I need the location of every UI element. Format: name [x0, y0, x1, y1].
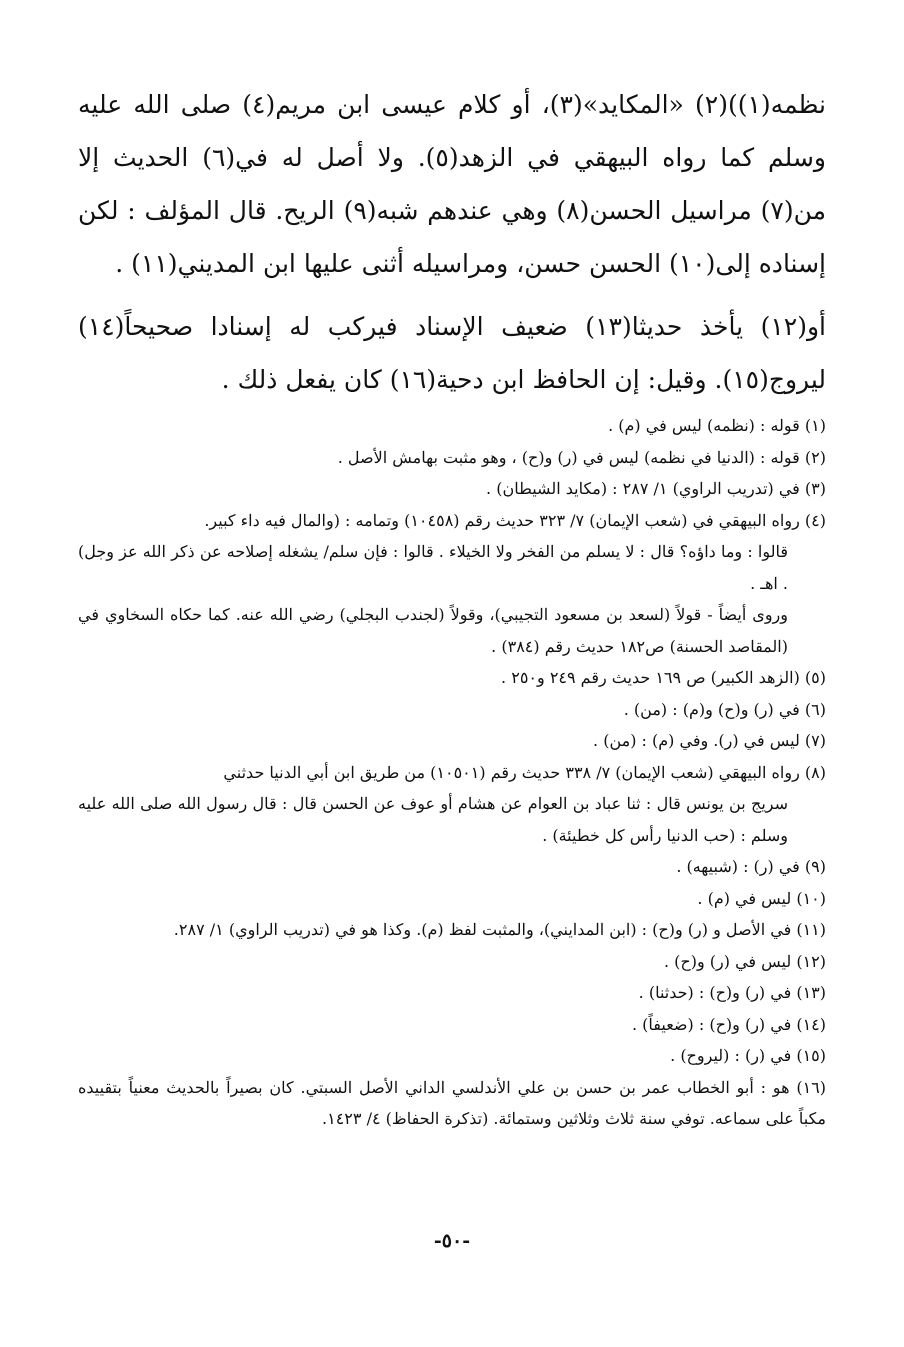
main-text: [78, 78, 826, 406]
page-number: -٥٠-: [433, 1230, 471, 1252]
footnote-2: (٢) قوله : (الدنيا في نظمه) ليس في (ر) و(ح) ، وهو مثبت بهامش الأصل .: [337, 447, 826, 467]
footnote-13: (١٣) في (ر) و(ح) : (حدثنا) .: [638, 983, 826, 1002]
footnote-10: (١٠) ليس في (م) .: [697, 888, 826, 908]
footnote-8: (٨) رواه البيهقي (شعب الإيمان) ٧/ ٣٣٨ حديث رقم (١٠٥٠١) من طريق ابن أبي الدنيا حدثني: [223, 762, 826, 782]
footnote-6: (٦) في (ر) و(ح) و(م) : (من) .: [623, 699, 826, 719]
footnotes-section: [78, 410, 826, 1135]
footnote-4-continuation: وروى أيضاً - قولاً (لسعد بن مسعود التجيبي)، وقولاً (لجندب البجلي) رضي الله عنه. كما حكاه السخاوي في (المقاصد الحسنة) ص١٨٢ حديث رقم (٣٨٤) .: [78, 605, 789, 656]
footnote-5: (٥) (الزهد الكبير) ص ١٦٩ حديث رقم ٢٤٩ و٢٥٠ .: [501, 668, 826, 687]
footnote-15: (١٥) في (ر) : (ليروح) .: [670, 1046, 826, 1065]
body-paragraph-1: نظمه(١))(٢) «المكايد»(٣)، أو كلام عيسى ابن مريم(٤) صلى الله عليه وسلم كما رواه البيهقي في الزهد(٥). ولا أصل له في(٦) الحديث إلا من(٧) مراسيل الحسن(٨) وهي عندهم شبه(٩) الريح. قال المؤلف : لكن إسناده إلى(١٠) الحسن حسن، ومراسيله أثنى عليها ابن المديني(١١) .: [78, 90, 826, 278]
footnote-3: (٣) في (تدريب الراوي) ١/ ٢٨٧ : (مكايد الشيطان) .: [486, 479, 826, 498]
footnote-4: (٤) رواه البيهقي في (شعب الإيمان) ٧/ ٣٢٣ حديث رقم (١٠٤٥٨) وتمامه : (والمال فيه داء كبير.: [204, 510, 826, 530]
footnote-14: (١٤) في (ر) و(ح) : (ضعيفاً) .: [632, 1014, 826, 1034]
footnote-9: (٩) في (ر) : (شبيهه) .: [676, 857, 826, 876]
footnote-1: (١) قوله : (نظمه) ليس في (م) .: [608, 416, 826, 435]
footnote-7: (٧) ليس في (ر). وفي (م) : (من) .: [593, 731, 826, 750]
footnote-16: (١٦) هو : أبو الخطاب عمر بن حسن بن علي الأندلسي الداني الأصل السبتي. كان بصيراً بالحديث معنياً بتقييده مكباً على سماعه. توفي سنة ثلاث وثلاثين وستمائة. (تذكرة الحفاظ) ٤/ ١٤٢٣.: [78, 1077, 827, 1128]
footnote-11: (١١) في الأصل و (ر) و(ح) : (ابن المدايني)، والمثبت لفظ (م). وكذا هو في (تدريب الراوي) ١/ ٢٨٧.: [173, 920, 826, 939]
body-paragraph-2: أو(١٢) يأخذ حديثا(١٣) ضعيف الإسناد فيركب له إسنادا صحيحاً(١٤) ليروج(١٥). وقيل: إن الحافظ ابن دحية(١٦) كان يفعل ذلك .: [78, 312, 827, 394]
footnote-4-continuation: قالوا : وما داؤه؟ قال : لا يسلم من الفخر ولا الخيلاء . قالوا : فإن سلم/ يشغله إصلاحه عن ذكر الله عز وجل) . اهـ .: [78, 542, 788, 593]
footnote-12: (١٢) ليس في (ر) و(ح) .: [663, 951, 826, 971]
footnote-8-continuation: سريج بن يونس قال : ثنا عباد بن العوام عن هشام أو عوف عن الحسن قال : قال رسول الله صلى الله عليه وسلم : (حب الدنيا رأس كل خطيئة) .: [78, 794, 788, 845]
